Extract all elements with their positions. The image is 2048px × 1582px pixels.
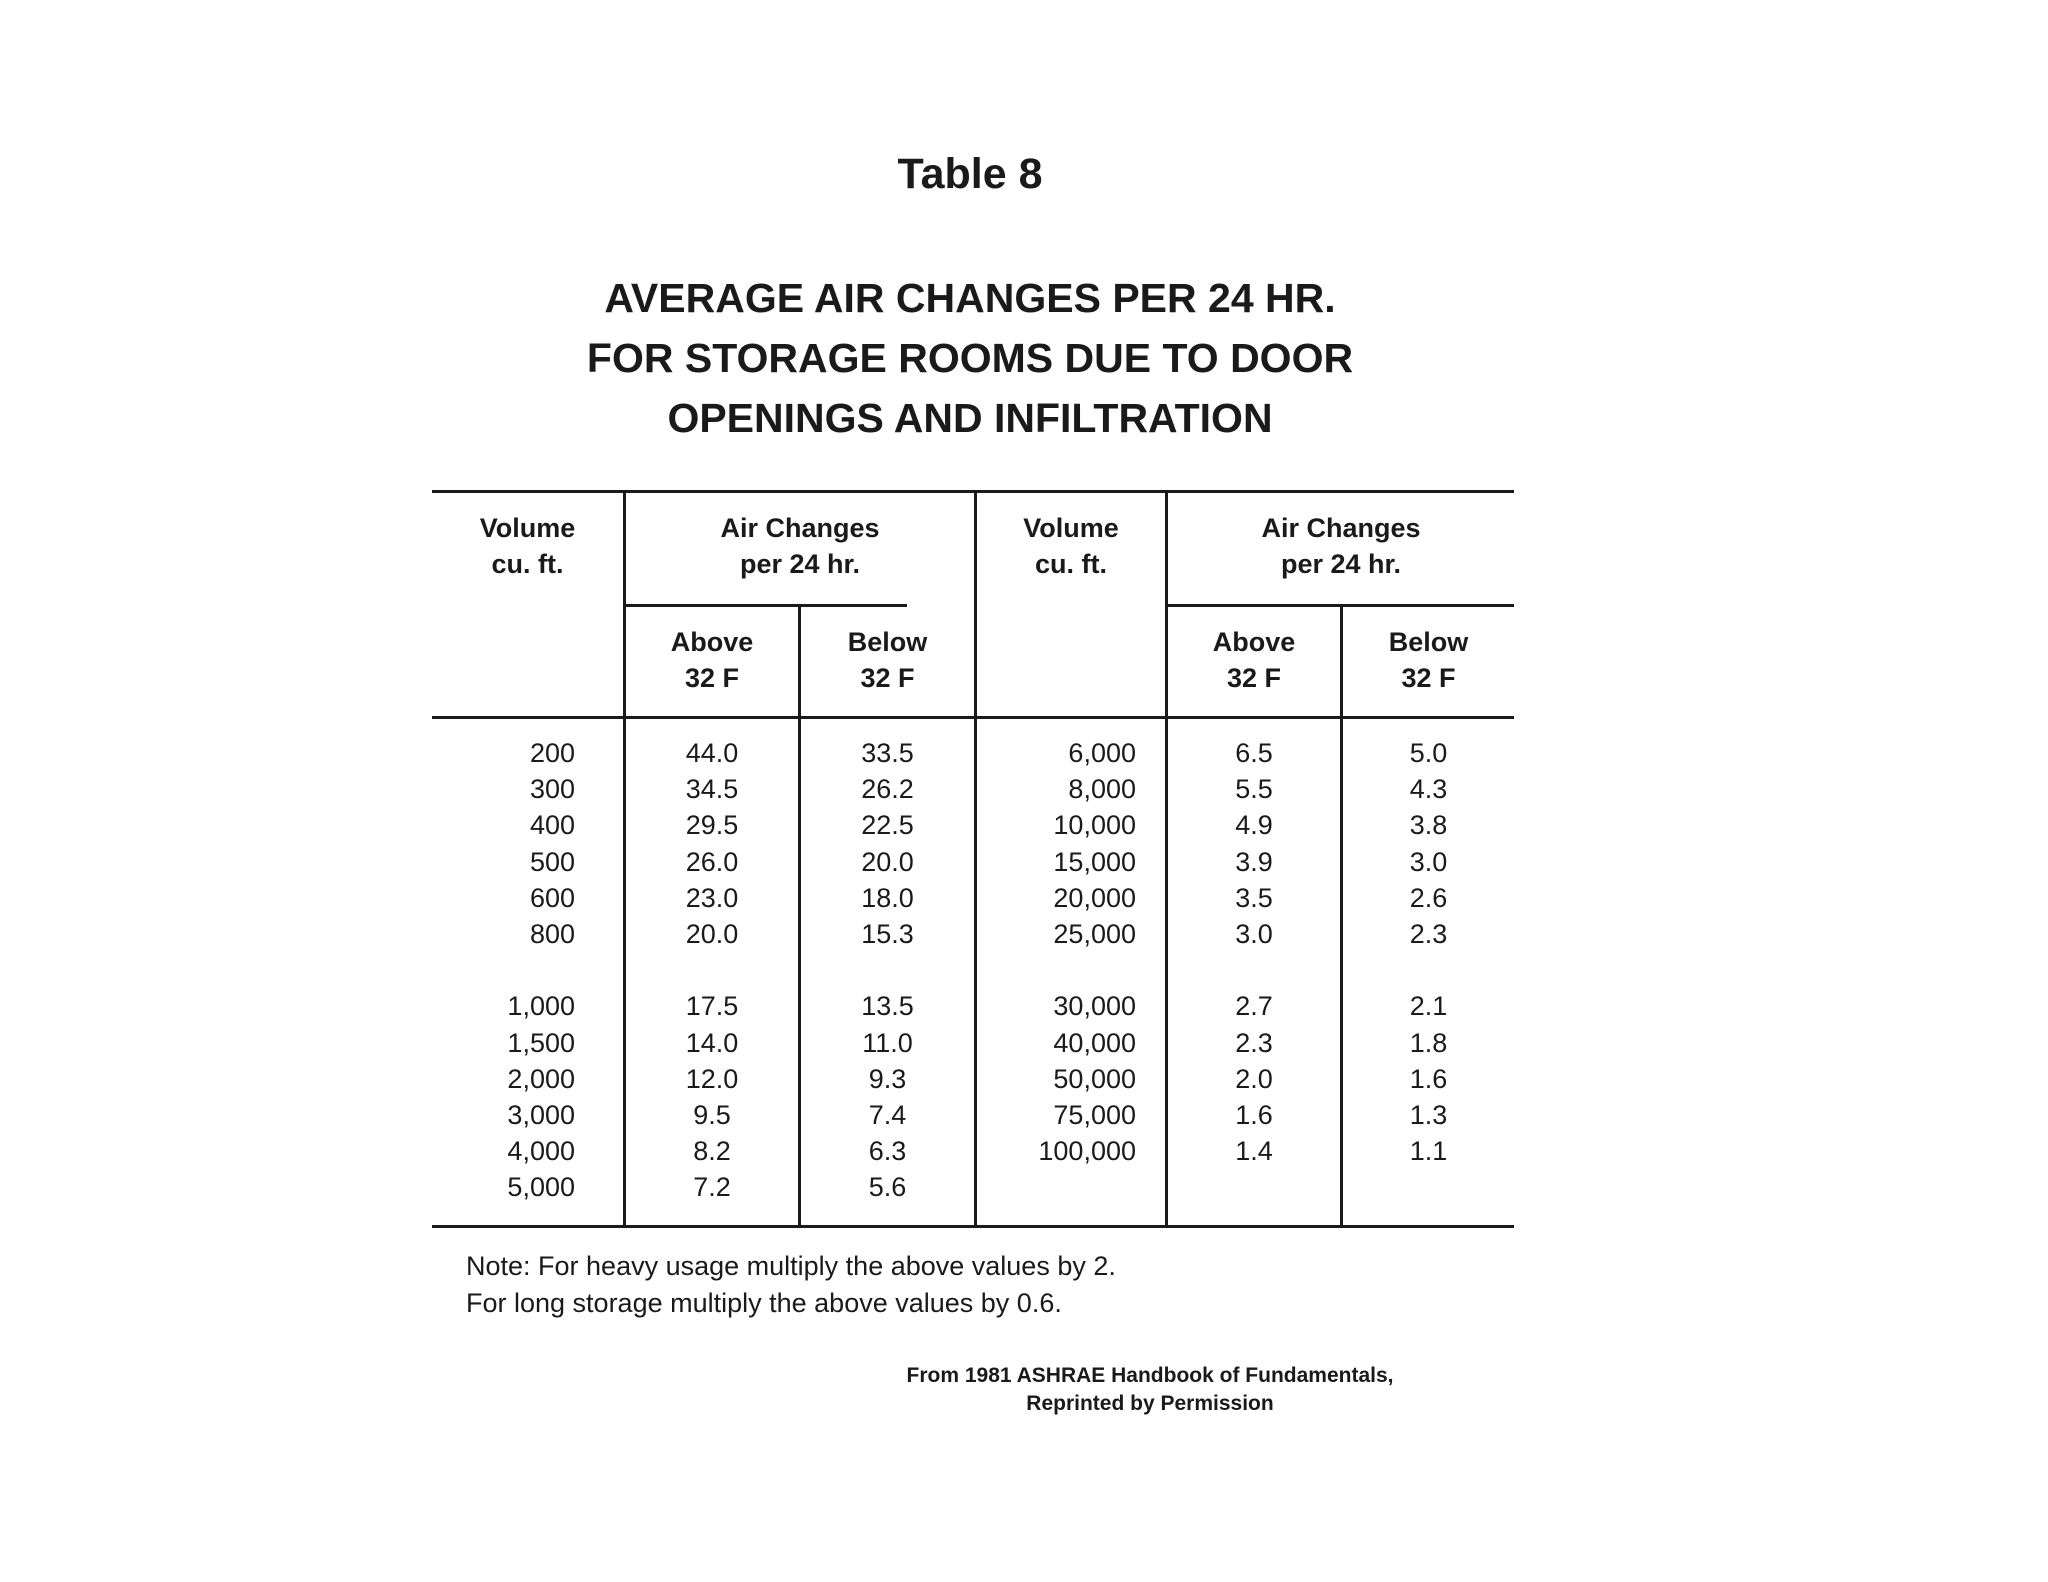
right-below-column (1343, 735, 1514, 1169)
table-cell: 1,500 (507, 1027, 575, 1058)
table-cell: 7.4 (868, 1099, 907, 1130)
table-cell: 2.6 (1409, 882, 1448, 913)
table-cell: 15,000 (1053, 846, 1136, 877)
header-above-left (626, 624, 798, 696)
table-cell: 18.0 (861, 882, 914, 913)
table-cell: 4.3 (1409, 774, 1448, 805)
table-cell: 20,000 (1053, 882, 1136, 913)
table-cell: 3.9 (1235, 846, 1273, 877)
header-line: cu. ft. (1035, 549, 1107, 579)
table-heading (0, 268, 1940, 448)
table-cell: 6.3 (868, 1136, 907, 1167)
table-cell: 33.5 (861, 738, 914, 768)
table-cell: 4.9 (1235, 810, 1273, 841)
header-volume-right (977, 510, 1165, 582)
right-above-column (1168, 735, 1340, 1169)
table-cell: 600 (529, 882, 575, 913)
table-cell: 50,000 (1053, 1063, 1136, 1094)
table-cell: 5.6 (868, 1172, 907, 1203)
table-cell: 7.2 (693, 1172, 731, 1203)
table-cell: 300 (529, 774, 575, 805)
table-bottom-rule (432, 1225, 1514, 1228)
header-line: 32 F (684, 663, 740, 693)
table-cell: 1,000 (507, 991, 575, 1022)
header-line: Above (670, 627, 754, 657)
header-line: Volume (1023, 513, 1119, 543)
table-cell: 40,000 (1053, 1027, 1136, 1058)
header-line: 32 F (1226, 663, 1282, 693)
subheader-rule-left (623, 604, 907, 607)
table-cell: 8.2 (693, 1136, 731, 1167)
table-cell: 1.8 (1409, 1027, 1448, 1058)
table-cell: 2.7 (1235, 991, 1273, 1022)
table-cell: 400 (529, 810, 575, 841)
table-cell: 3.8 (1409, 810, 1448, 841)
table-cell: 8,000 (1068, 774, 1136, 805)
table-cell: 200 (529, 738, 575, 768)
header-line: 32 F (860, 663, 915, 693)
table-cell: 13.5 (861, 991, 914, 1022)
row-spacer (1343, 952, 1514, 988)
table-cell: 23.0 (685, 882, 739, 913)
header-line: Above (1212, 627, 1296, 657)
header-line: Air Changes (1261, 513, 1421, 543)
table-cell: 100,000 (1038, 1136, 1136, 1167)
table-cell: 1.3 (1409, 1099, 1448, 1130)
source-credit (800, 1362, 1500, 1418)
header-above-right (1168, 624, 1340, 696)
table-cell: 3.0 (1409, 846, 1448, 877)
table-cell: 2,000 (507, 1063, 575, 1094)
source-line: Reprinted by Permission (1026, 1392, 1274, 1415)
table-cell: 4,000 (507, 1136, 575, 1167)
row-spacer (977, 952, 1136, 988)
table-cell: 5,000 (507, 1172, 575, 1203)
table-cell: 5.0 (1409, 738, 1448, 768)
table-cell: 34.5 (685, 774, 739, 805)
header-air-changes-left (626, 510, 974, 582)
table-cell: 6,000 (1068, 738, 1136, 768)
table-cell: 20.0 (861, 846, 914, 877)
row-spacer (626, 952, 798, 988)
table-cell: 2.1 (1409, 991, 1448, 1022)
table-cell: 15.3 (861, 918, 914, 949)
table-cell: 800 (529, 918, 575, 949)
table-cell: 3,000 (507, 1099, 575, 1130)
left-above-column (626, 735, 798, 1205)
table-note (466, 1248, 1116, 1322)
table-cell: 9.3 (868, 1063, 907, 1094)
table-cell: 2.0 (1235, 1063, 1273, 1094)
table-cell: 22.5 (861, 810, 914, 841)
header-line: per 24 hr. (739, 549, 861, 579)
heading-line: AVERAGE AIR CHANGES PER 24 HR. (604, 275, 1336, 321)
table-cell: 14.0 (685, 1027, 739, 1058)
table-cell: 5.5 (1235, 774, 1273, 805)
table-cell: 29.5 (685, 810, 739, 841)
header-line: 32 F (1401, 663, 1456, 693)
table-cell: 1.1 (1409, 1136, 1448, 1167)
table-cell: 30,000 (1053, 991, 1136, 1022)
table-cell: 9.5 (693, 1099, 731, 1130)
header-air-changes-right (1168, 510, 1514, 582)
header-line: Volume (479, 513, 576, 543)
table-top-rule (432, 490, 1514, 493)
table-cell: 6.5 (1235, 738, 1273, 768)
table-cell: 25,000 (1053, 918, 1136, 949)
note-line: For long storage multiply the above values by 0.6. (466, 1288, 1062, 1318)
source-line: From 1981 ASHRAE Handbook of Fundamentals, (906, 1364, 1394, 1387)
table-cell: 20.0 (685, 918, 739, 949)
right-volume-column (977, 735, 1136, 1169)
table-cell: 10,000 (1053, 810, 1136, 841)
table-cell: 44.0 (685, 738, 739, 768)
row-spacer (432, 952, 575, 988)
header-below-left (801, 624, 974, 696)
row-spacer (1168, 952, 1340, 988)
table-cell: 3.0 (1235, 918, 1273, 949)
table-cell: 26.0 (685, 846, 739, 877)
heading-line: FOR STORAGE ROOMS DUE TO DOOR (586, 335, 1354, 381)
table-cell: 12.0 (685, 1063, 739, 1094)
table-cell: 1.6 (1235, 1099, 1273, 1130)
header-line: Below (1388, 627, 1469, 657)
air-changes-table (432, 490, 1514, 1228)
table-cell: 75,000 (1053, 1099, 1136, 1130)
header-line: cu. ft. (491, 549, 564, 579)
table-cell: 17.5 (685, 991, 739, 1022)
row-spacer (801, 952, 974, 988)
heading-line: OPENINGS AND INFILTRATION (667, 395, 1273, 441)
table-cell: 2.3 (1235, 1027, 1273, 1058)
header-bottom-rule (432, 716, 1514, 719)
header-volume-left (432, 510, 623, 582)
note-line: Note: For heavy usage multiply the above values by 2. (466, 1251, 1116, 1281)
table-cell: 500 (529, 846, 575, 877)
table-cell: 2.3 (1409, 918, 1448, 949)
table-cell: 3.5 (1235, 882, 1273, 913)
table-number: Table 8 (897, 150, 1043, 198)
left-below-column (801, 735, 974, 1205)
header-line: per 24 hr. (1280, 549, 1402, 579)
header-line: Air Changes (720, 513, 880, 543)
table-cell: 11.0 (862, 1027, 913, 1058)
left-volume-column (432, 735, 575, 1205)
header-below-right (1343, 624, 1514, 696)
table-cell: 1.4 (1235, 1136, 1273, 1167)
table-cell: 26.2 (861, 774, 914, 805)
table-cell: 1.6 (1409, 1063, 1448, 1094)
header-line: Below (847, 627, 928, 657)
